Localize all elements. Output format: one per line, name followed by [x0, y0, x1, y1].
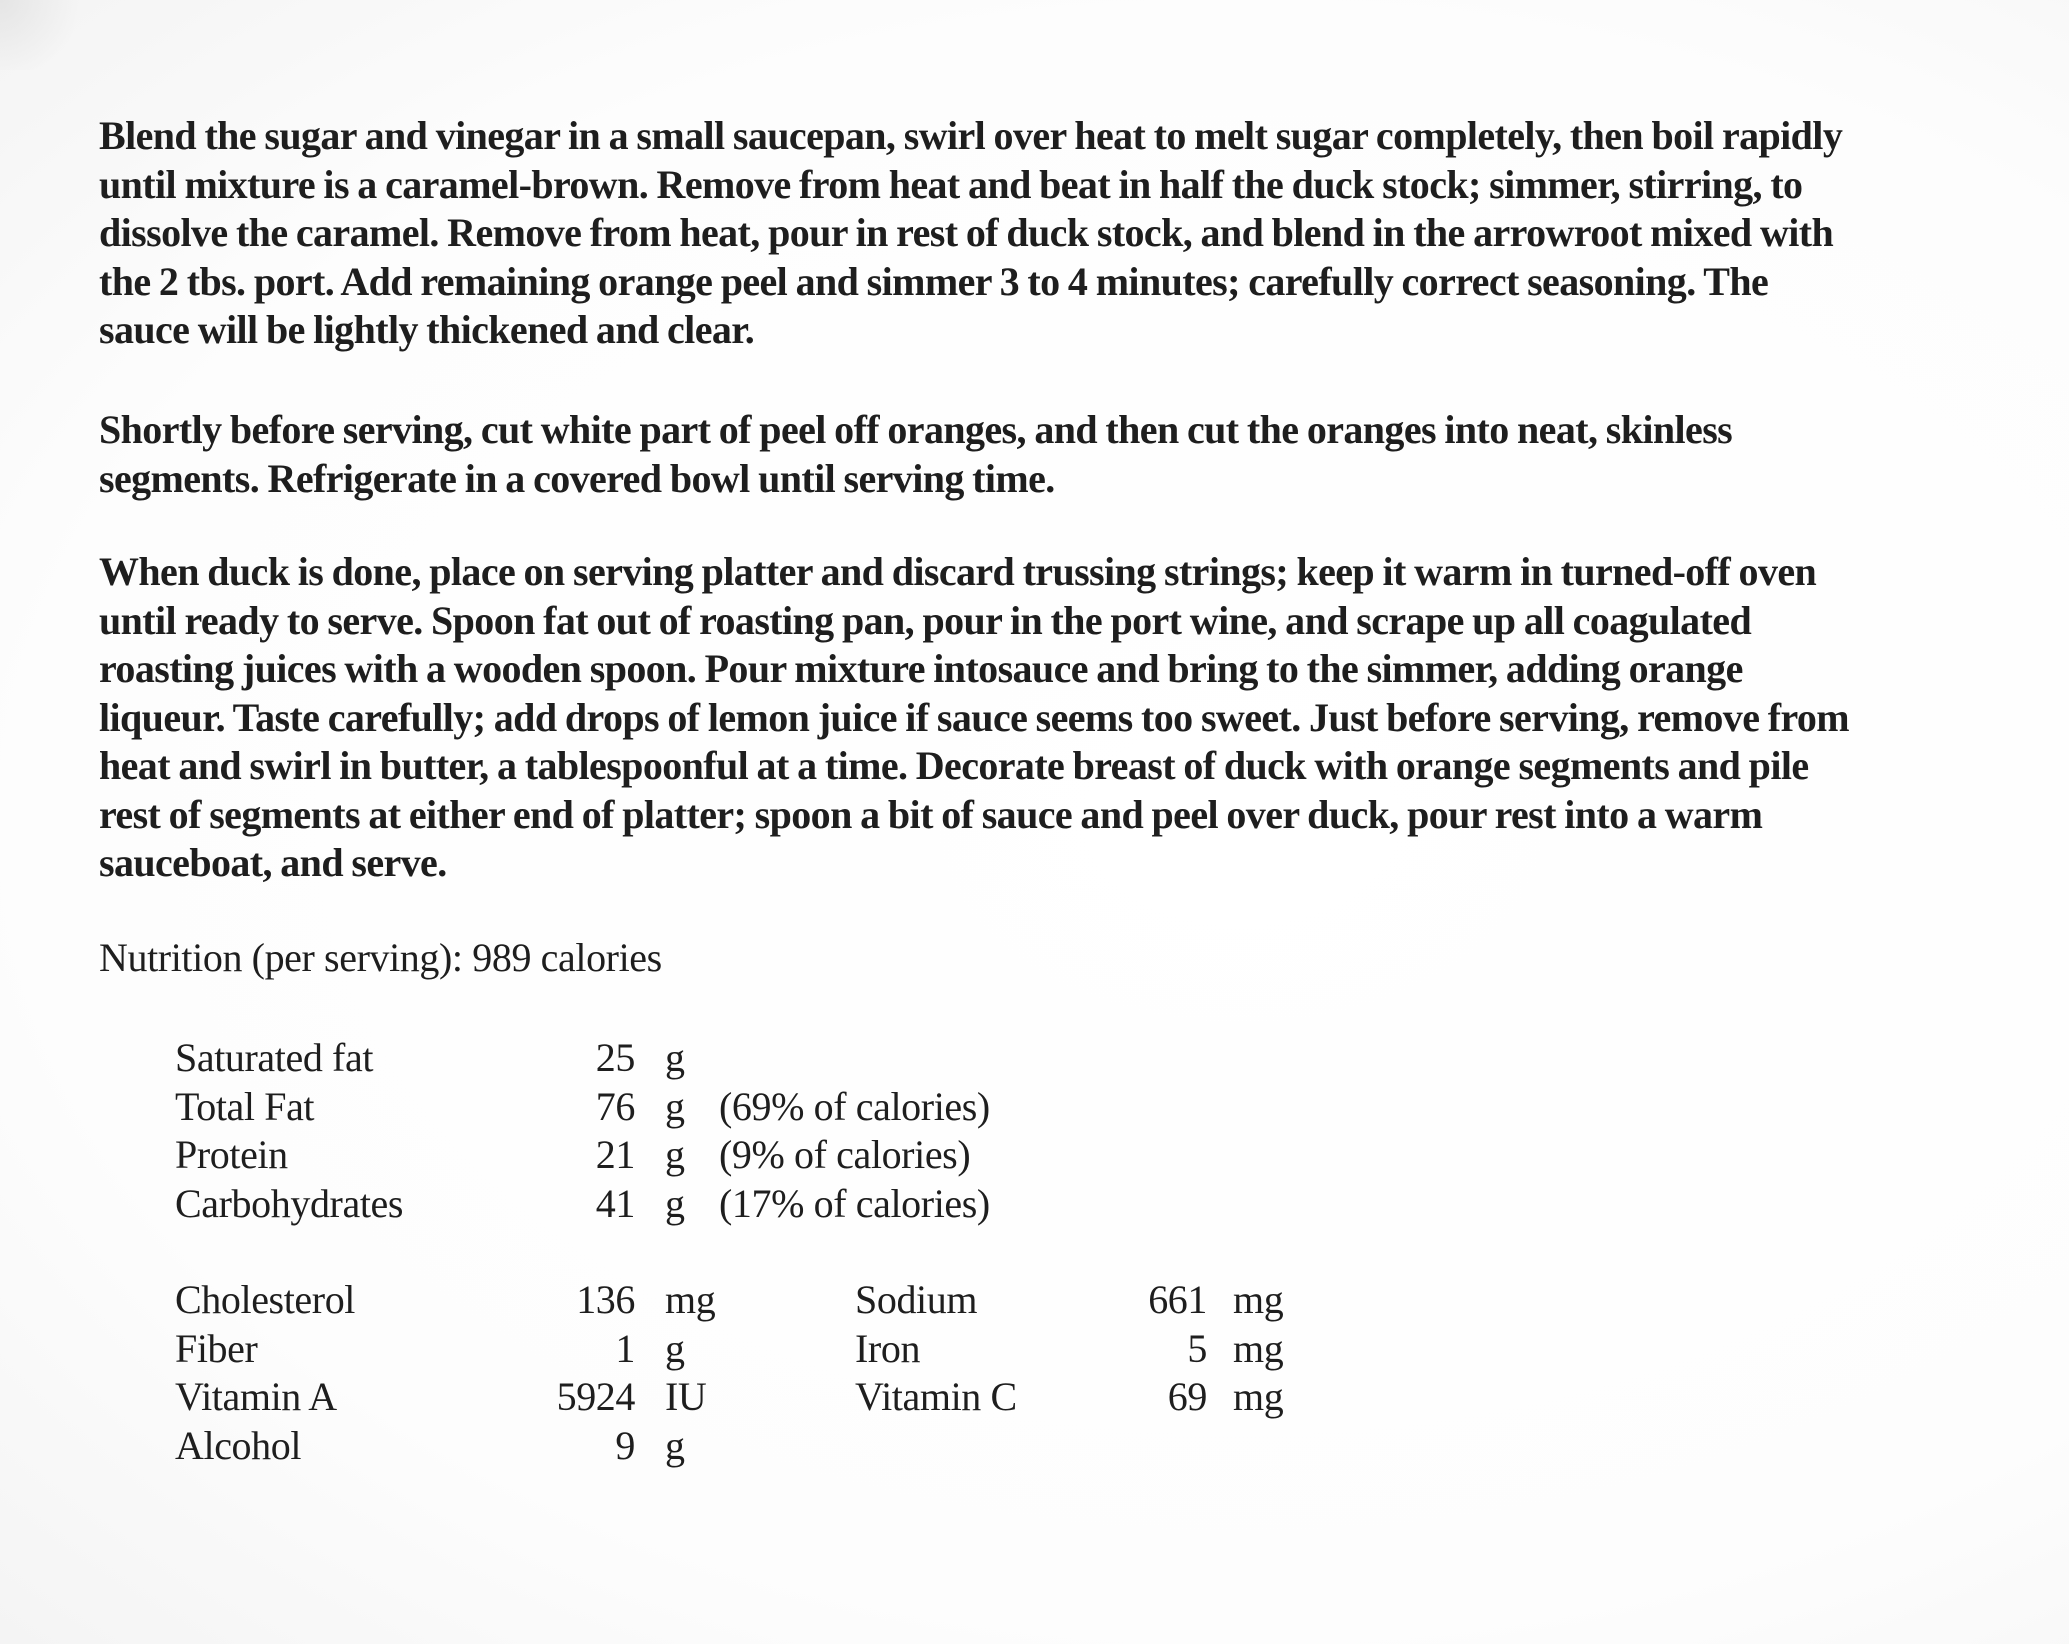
nutrient-unit: g — [665, 1325, 685, 1371]
nutrition-row — [855, 1276, 1335, 1324]
nutrient-label: Protein — [175, 1132, 288, 1177]
nutrient-unit: mg — [1233, 1325, 1284, 1371]
nutrition-row — [175, 1180, 1075, 1228]
nutrient-unit: g — [665, 1035, 685, 1080]
nutrient-amount: 21 — [595, 1132, 635, 1177]
nutrition-row — [175, 1034, 1075, 1082]
nutrient-amount: 25 — [595, 1035, 635, 1080]
nutrient-label: Fiber — [175, 1325, 258, 1371]
nutrient-unit: mg — [665, 1277, 716, 1322]
nutrient-unit: g — [665, 1132, 685, 1177]
text-line: Shortly before serving, cut white part of peel off oranges, and then cut the oranges into neat, skinless — [99, 407, 1733, 452]
nutrition-row — [175, 1422, 775, 1470]
nutrient-amount: 41 — [595, 1180, 635, 1226]
text-line: heat and swirl in butter, a tablespoonful at a time. Decorate breast of duck with orange segments and pile — [99, 743, 1809, 788]
nutrient-unit: g — [665, 1180, 685, 1226]
nutrient-unit: g — [665, 1083, 685, 1129]
text-line: Blend the sugar and vinegar in a small saucepan, swirl over heat to melt sugar completely, then boil rapidly — [99, 113, 1843, 158]
paragraph-sauce — [99, 112, 2039, 355]
nutrient-amount: 5924 — [556, 1374, 635, 1419]
nutrient-amount: 69 — [1167, 1374, 1207, 1419]
nutrient-amount: 136 — [576, 1277, 635, 1322]
nutrient-label: Sodium — [855, 1277, 978, 1322]
text-line: sauceboat, and serve. — [99, 840, 447, 885]
nutrient-label: Total Fat — [175, 1083, 315, 1129]
text-line: until mixture is a caramel-brown. Remove from heat and beat in half the duck stock; simmer, stirring, to — [99, 161, 1803, 207]
nutrient-label: Iron — [855, 1325, 921, 1371]
nutrient-note: (69% of calories) — [719, 1083, 990, 1129]
paragraph-oranges — [99, 406, 2039, 503]
nutrient-unit: mg — [1233, 1277, 1284, 1322]
nutrient-label: Cholesterol — [175, 1277, 356, 1322]
nutrient-label: Vitamin A — [175, 1374, 337, 1419]
text-line: roasting juices with a wooden spoon. Pour mixture intosauce and bring to the simmer, adding orange — [99, 646, 1743, 691]
nutrient-label: Carbohydrates — [175, 1180, 404, 1226]
nutrition-row — [175, 1276, 775, 1324]
nutrient-label: Vitamin C — [855, 1374, 1017, 1419]
nutrient-label: Alcohol — [175, 1422, 302, 1468]
text-line: segments. Refrigerate in a covered bowl until serving time. — [99, 455, 1055, 501]
nutrient-amount: 5 — [1187, 1325, 1207, 1371]
nutrient-amount: 76 — [595, 1083, 635, 1129]
nutrient-amount: 1 — [615, 1325, 635, 1371]
nutrient-label: Saturated fat — [175, 1035, 374, 1080]
text-line: sauce will be lightly thickened and clear. — [99, 307, 755, 352]
text-line: the 2 tbs. port. Add remaining orange peel and simmer 3 to 4 minutes; carefully correct seasoning. The — [99, 258, 1769, 304]
nutrient-unit: IU — [665, 1374, 707, 1419]
nutrient-unit: g — [665, 1422, 685, 1468]
nutrition-row — [175, 1325, 775, 1373]
nutrition-row — [855, 1325, 1335, 1373]
nutrient-note: (17% of calories) — [719, 1180, 990, 1226]
nutrition-row — [855, 1373, 1335, 1421]
paragraph-serving — [99, 548, 2039, 888]
nutrition-heading: Nutrition (per serving): 989 calories — [99, 935, 662, 980]
nutrient-note: (9% of calories) — [719, 1132, 971, 1177]
text-line: When duck is done, place on serving platter and discard trussing strings; keep it warm in turned-off oven — [99, 549, 1817, 594]
scan-smudge — [0, 0, 90, 70]
nutrient-amount: 9 — [615, 1422, 635, 1468]
text-line: liqueur. Taste carefully; add drops of lemon juice if sauce seems too sweet. Just before serving, remove from — [99, 694, 1850, 740]
nutrition-row — [175, 1131, 1075, 1179]
nutrition-row — [175, 1083, 1075, 1131]
nutrient-unit: mg — [1233, 1374, 1284, 1419]
text-line: dissolve the caramel. Remove from heat, pour in rest of duck stock, and blend in the arrowroot mixed with — [99, 210, 1834, 255]
text-line: rest of segments at either end of platter; spoon a bit of sauce and peel over duck, pour rest into a warm — [99, 791, 1763, 837]
nutrient-amount: 661 — [1148, 1277, 1207, 1322]
nutrition-row — [175, 1373, 775, 1421]
text-line: until ready to serve. Spoon fat out of roasting pan, pour in the port wine, and scrape up all coagulated — [99, 597, 1752, 643]
